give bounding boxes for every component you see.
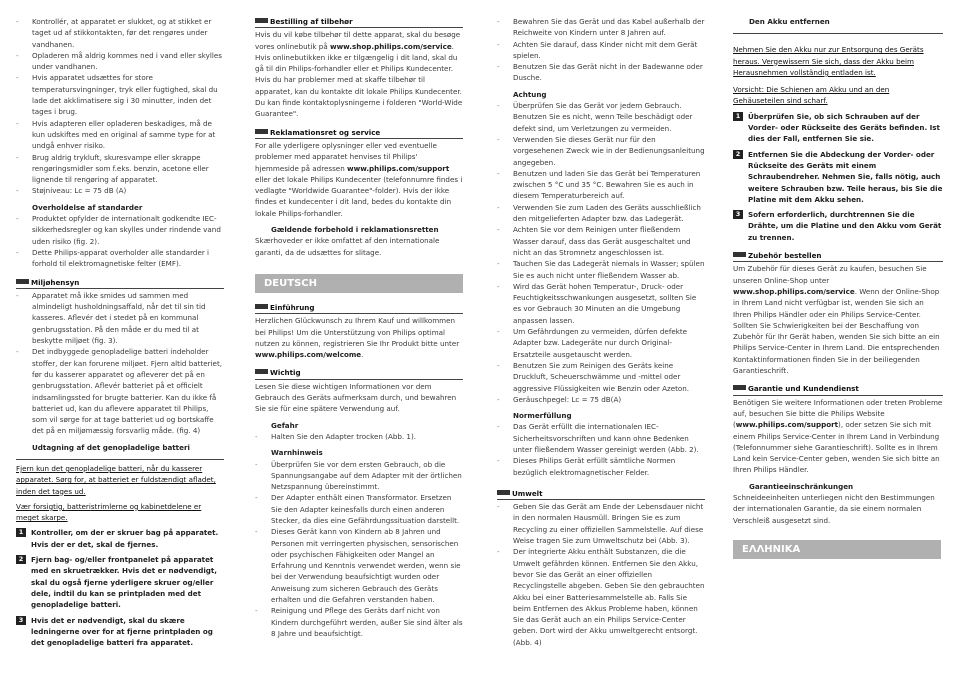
bullet-item: - Der Adapter enthält einen Transformator. Ersetzen Sie den Adapter keinesfalls durch einen anderen Stecker, da dies eine Gefährdungssituation darstellt. bbox=[255, 492, 463, 526]
step-list bbox=[16, 527, 224, 648]
step-text: Fjern bag- og/eller frontpanelet på apparatet med en skruetrækker. Hvis det er nødvendigt, skal du også fjerne yderligere skruer og/eller dele, indtil du kan se printpladen med det genopladelige batteri. bbox=[31, 555, 218, 610]
bullet-item: - Brug aldrig trykluft, skuresvampe eller skrappe rengøringsmidler som f.eks. benzin, acetone eller lignende til rengøring af apparatet. bbox=[16, 152, 224, 186]
heading-warnhinweis: Warnhinweis bbox=[271, 448, 323, 458]
bullet-item: - Benutzen und laden Sie das Gerät bei Temperaturen zwischen 5 °C und 35 °C. Bewahren Sie es auch in diesem Temperaturbereich auf. bbox=[497, 168, 705, 202]
gaeldende-text: Skærhoveder er ikke omfattet af den internationale garanti, da de udsættes for slitage. bbox=[255, 236, 440, 257]
bullet-item: - Støjniveau: Lc = 75 dB (A) bbox=[16, 185, 224, 196]
garantie-text: Benötigen Sie weitere Informationen oder treten Probleme auf, besuchen Sie bitte die Philips Website (www.philips.com/support), oder setzen Sie sich mit einem Philips Service-Center in Ihrem Land in Verbindung (Telefonnummer siehe Garantieschrift). Sollte es in Ihrem Land kein Service-Center geben, wenden Sie sich bitte an Ihren Philips Händler. bbox=[733, 397, 943, 475]
section-bestilling: Bestilling af tilbehør bbox=[255, 16, 463, 28]
language-band-ellinika: ΕΛΛΗΝΙΚΑ bbox=[733, 540, 941, 559]
step-number: 1 bbox=[733, 112, 743, 121]
bullet-list bbox=[255, 459, 463, 640]
support-link[interactable]: www.philips.com/support bbox=[735, 420, 839, 430]
step-item bbox=[16, 554, 224, 610]
bullet-item: - Der integrierte Akku enthält Substanzen, die die Umwelt gefährden können. Entfernen Sie den Akku, bevor Sie das Gerät an einer offiziellen Recyclingstelle abgeben. Geben Sie den gebrauchten Akku bei einer Batteriesammelstelle ab. Falls Sie beim Entfernen des Akkus Probleme haben, können Sie das Gerät auch an ein Philips Service-Center geben. Dort wird der Akku umweltgerecht entsorgt. (Abb. 4) bbox=[497, 546, 705, 648]
column-german-2 bbox=[733, 16, 943, 568]
bullet-item: - Apparatet må ikke smides ud sammen med almindeligt husholdningsaffald, når det til sin tid kasseres. Aflevér det i stedet på en kommunal genbrugsstation. På den måde er du med til at beskytte miljøet (fig. 3). bbox=[16, 290, 224, 346]
bullet-item: - Das Gerät erfüllt die internationalen IEC-Sicherheitsvorschriften und kann ohne Bedenken unter fließendem Wasser gereinigt werden (Abb. 2). bbox=[497, 421, 705, 455]
section-reklamation: Reklamationsret og service bbox=[255, 127, 463, 139]
divider bbox=[16, 459, 224, 460]
step-text: Sofern erforderlich, durchtrennen Sie die Drähte, um die Platine und den Akku vom Gerät zu trennen. bbox=[748, 210, 942, 242]
bullet-item: - Um Gefährdungen zu vermeiden, dürfen defekte Adapter bzw. Ladegeräte nur durch Original-Ersatzteile ausgetauscht werden. bbox=[497, 326, 705, 360]
step-item bbox=[16, 527, 224, 550]
bullet-list bbox=[497, 421, 705, 477]
step-number: 1 bbox=[16, 528, 26, 537]
udtagning-warning: Vær forsigtig, batteristrimlerne og kabinetdelene er meget skarpe. bbox=[16, 501, 202, 523]
bullet-list bbox=[16, 290, 224, 437]
bullet-item: - Dette Philips-apparat overholder alle standarder i forhold til elektromagnetiske felter (EMF). bbox=[16, 247, 224, 270]
section-umwelt: Umwelt bbox=[497, 488, 705, 500]
step-number: 2 bbox=[16, 555, 26, 564]
akku-note: Nehmen Sie den Akku nur zur Entsorgung des Geräts heraus. Vergewissern Sie sich, dass der Akku beim Herausnehmen vollständig entladen ist. bbox=[733, 45, 924, 77]
welcome-link[interactable]: www.philips.com/welcome bbox=[255, 350, 362, 360]
step-item bbox=[733, 111, 943, 145]
step-number: 3 bbox=[733, 210, 743, 219]
wichtig-text: Lesen Sie diese wichtigen Informationen vor dem Gebrauch des Geräts aufmerksam durch, und bewahren Sie sie für eine spätere Verwendung auf. bbox=[255, 381, 457, 414]
support-link[interactable]: www.philips.com/support bbox=[347, 163, 450, 173]
bullet-item: - Kontrollér, at apparatet er slukket, og at stikket er taget ud af stikkontakten, før det rengøres under vandhanen. bbox=[16, 16, 224, 50]
step-text: Kontroller, om der er skruer bag på apparatet. Hvis der er det, skal de fjernes. bbox=[31, 528, 219, 549]
column-german-1 bbox=[497, 16, 705, 648]
step-text: Entfernen Sie die Abdeckung der Vorder- oder Rückseite des Geräts mit einem Schraubendreher. Nehmen Sie, falls nötig, auch weitere Schrauben bzw. Teile heraus, bis Sie die Platine mit dem Akku sehen. bbox=[748, 149, 943, 204]
heading-gefahr: Gefahr bbox=[271, 420, 299, 430]
language-band-deutsch: DEUTSCH bbox=[255, 274, 463, 293]
section-wichtig: Wichtig bbox=[255, 367, 463, 379]
section-einfuhrung: Einführung bbox=[255, 302, 463, 314]
step-item bbox=[733, 149, 943, 205]
einschrankungen-text: Schneideeinheiten unterliegen nicht den Bestimmungen der internationalen Garantie, da sie einem normalen Verschleiß ausgesetzt sind. bbox=[733, 492, 935, 525]
bullet-item: - Det indbyggede genopladelige batteri indeholder stoffer, der kan forurene miljøet. Fjern altid batteriet, før du kasserer apparatet og afleverer det på en genbrugsstation. Aflevér batteriet på et officielt indsamlingssted for brugte batterier. Kan du ikke få batteriet ud, kan du aflevere apparatet til Philips, som vil sørge for at tage batteriet ud og bortskaffe det på en miljømæssig forsvarlig måde. (fig. 4) bbox=[16, 346, 224, 436]
bullet-item: - Wird das Gerät hohen Temperatur-, Druck- oder Feuchtigkeitsschwankungen ausgesetzt, sollten Sie es vor Gebrauch 30 Minuten an die Umgebung anpassen lassen. bbox=[497, 281, 705, 326]
heading-einschrankungen: Garantieeinschränkungen bbox=[749, 481, 854, 491]
bullet-item: - Geräuschpegel: Lc = 75 dB(A) bbox=[497, 394, 705, 405]
bullet-item: - Dieses Philips Gerät erfüllt sämtliche Normen bezüglich elektromagnetischer Felder. bbox=[497, 455, 705, 478]
column-danish-2 bbox=[255, 16, 463, 639]
zubehor-text: Um Zubehör für dieses Gerät zu kaufen, besuchen Sie unseren Online-Shop unter www.shop.philips.com/service. Wenn der Online-Shop in Ihrem Land nicht verfügbar ist, wenden Sie sich an Ihren Philips Händler oder ein Philips Service-Center. Sollten Sie Schwierigkeiten bei der Beschaffung von Zubehör für Ihr Gerät haben, wenden Sie sich bitte an ein Philips Service-Center in Ihrem Land. Die entsprechenden Kontaktinformationen finden Sie in der beiliegenden Garantieschrift. bbox=[733, 264, 940, 376]
bullet-item: - Hvis apparatet udsættes for store temperatursvingninger, tryk eller fugtighed, skal du lade det akklimatisere sig i 30 minutter, inden det tages i brug. bbox=[16, 72, 224, 117]
einfuhrung-text: Herzlichen Glückwunsch zu Ihrem Kauf und willkommen bei Philips! Um die Unterstützung von Philips optimal nutzen zu können, registrieren Sie Ihr Produkt bitte unter www.philips.com/welcome. bbox=[255, 316, 460, 360]
bullet-item: - Achten Sie darauf, dass Kinder nicht mit dem Gerät spielen. bbox=[497, 39, 705, 62]
bestilling-text: Hvis du vil købe tilbehør til dette apparat, skal du besøge vores onlinebutik på www.shop.philips.com/service. Hvis onlinebutikken ikke er tilgængelig i dit land, skal du gå til din Philips-forhandler eller et Philips Kundecenter. Hvis du har problemer med at skaffe tilbehør til apparatet, kan du kontakte dit lokale Philips Kundecenter. Du kan finde kontaktoplysningerne i folderen "World-Wide Guarantee". bbox=[255, 30, 463, 119]
section-zubehor: Zubehör bestellen bbox=[733, 250, 943, 262]
bullet-list bbox=[16, 16, 224, 197]
bullet-list bbox=[16, 213, 224, 269]
bullet-list bbox=[497, 100, 705, 405]
bullet-item: - Dieses Gerät kann von Kindern ab 8 Jahren und Personen mit verringerten physischen, sensorischen oder psychischen Fähigkeiten oder Mangel an Erfahrung und Kenntnis verwendet werden, wenn sie bei der Verwendung beaufsichtigt wurden oder Anweisung zum sicheren Gebrauch des Geräts erhalten und die Gefahren verstanden haben. bbox=[255, 526, 463, 605]
akku-warning: Vorsicht: Die Schienen am Akku und an den Gehäuseteilen sind scharf. bbox=[733, 85, 890, 106]
column-danish-1 bbox=[16, 16, 224, 648]
heading-akku: Den Akku entfernen bbox=[749, 17, 830, 26]
shop-link[interactable]: www.shop.philips.com/service bbox=[329, 41, 452, 51]
bullet-item: - Halten Sie den Adapter trocken (Abb. 1). bbox=[255, 431, 463, 442]
step-item bbox=[733, 209, 943, 243]
bullet-list bbox=[497, 16, 705, 84]
divider bbox=[733, 33, 943, 34]
bullet-item: - Geben Sie das Gerät am Ende der Lebensdauer nicht in den normalen Hausmüll. Bringen Sie es zum Recycling zu einer offiziellen Sammelstelle. Auf diese Weise tragen Sie zum Umweltschutz bei (Abb. 3). bbox=[497, 501, 705, 546]
section-garantie: Garantie und Kundendienst bbox=[733, 383, 943, 395]
udtagning-note: Fjern kun det genopladelige batteri, når du kasserer apparatet. Sørg for, at batteriet er fuldstændigt afladet, inden det tages ud. bbox=[16, 463, 216, 496]
step-number: 3 bbox=[16, 616, 26, 625]
bullet-item: - Bewahren Sie das Gerät und das Kabel außerhalb der Reichweite von Kindern unter 8 Jahren auf. bbox=[497, 16, 705, 39]
heading-udtagning: Udtagning af det genopladelige batteri bbox=[32, 442, 190, 452]
bullet-item: - Produktet opfylder de internationalt godkendte IEC-sikkerhedsregler og kan skylles under rindende vand uden risiko (fig. 2). bbox=[16, 213, 224, 247]
bullet-item: - Reinigung und Pflege des Geräts darf nicht von Kindern durchgeführt werden, außer Sie sind älter als 8 Jahre und beaufsichtigt. bbox=[255, 605, 463, 639]
step-item bbox=[16, 615, 224, 649]
step-list bbox=[733, 111, 943, 243]
step-number: 2 bbox=[733, 150, 743, 159]
bullet-item: - Überprüfen Sie das Gerät vor jedem Gebrauch. Benutzen Sie es nicht, wenn Teile beschädigt oder defekt sind, um Verletzungen zu vermeiden. bbox=[497, 100, 705, 134]
reklamation-text: For alle yderligere oplysninger eller ved eventuelle problemer med apparatet henvises til Philips' hjemmeside på adressen www.philips.com/support eller det lokale Philips Kundecenter (telefonnumre findes i vedlagte "Worldwide Guarantee"-folder). Hvis der ikke findes et kundecenter i dit land, bedes du kontakte din lokale Philips-forhandler. bbox=[255, 140, 463, 218]
bullet-list bbox=[497, 501, 705, 648]
heading-overholdelse: Overholdelse af standarder bbox=[32, 202, 143, 212]
bullet-item: - Benutzen Sie zum Reinigen des Geräts keine Druckluft, Scheuerschwämme und -mittel oder aggressive Flüssigkeiten wie Benzin oder Azeton. bbox=[497, 360, 705, 394]
heading-normerfullung: Normerfüllung bbox=[513, 411, 572, 421]
bullet-list bbox=[255, 431, 463, 442]
bullet-item: - Benutzen Sie das Gerät nicht in der Badewanne oder Dusche. bbox=[497, 61, 705, 84]
bullet-item: - Achten Sie vor dem Reinigen unter fließendem Wasser darauf, dass das Gerät ausgeschaltet und nicht an das Stromnetz angeschlossen ist. bbox=[497, 224, 705, 258]
heading-achtung: Achtung bbox=[513, 89, 547, 99]
bullet-item: - Hvis adapteren eller opladeren beskadiges, må de kun udskiftes med en original af samme type for at undgå enhver risiko. bbox=[16, 118, 224, 152]
bullet-item: - Opladeren må aldrig kommes ned i vand eller skylles under vandhanen. bbox=[16, 50, 224, 73]
step-text: Hvis det er nødvendigt, skal du skære ledningerne over for at fjerne printpladen og det genopladelige batteri fra apparatet. bbox=[31, 615, 213, 648]
heading-gaeldende: Gældende forbehold i reklamationsretten bbox=[271, 225, 439, 235]
bullet-item: - Verwenden Sie zum Laden des Geräts ausschließlich den mitgelieferten Adapter bzw. das Ladegerät. bbox=[497, 202, 705, 225]
bullet-item: - Tauchen Sie das Ladegerät niemals in Wasser; spülen Sie es auch nicht unter fließendem Wasser ab. bbox=[497, 258, 705, 281]
section-miljohensyn: Miljøhensyn bbox=[16, 277, 224, 289]
shop-link[interactable]: www.shop.philips.com/service bbox=[733, 286, 855, 296]
step-text: Überprüfen Sie, ob sich Schrauben auf der Vorder- oder Rückseite des Geräts befinden. Ist dies der Fall, entfernen Sie sie. bbox=[748, 111, 940, 144]
bullet-item: - Verwenden Sie dieses Gerät nur für den vorgesehenen Zweck wie in der Bedienungsanleitung angegeben. bbox=[497, 134, 705, 168]
bullet-item: - Überprüfen Sie vor dem ersten Gebrauch, ob die Spannungsangabe auf dem Adapter mit der örtlichen Netzspannung übereinstimmt. bbox=[255, 459, 463, 493]
